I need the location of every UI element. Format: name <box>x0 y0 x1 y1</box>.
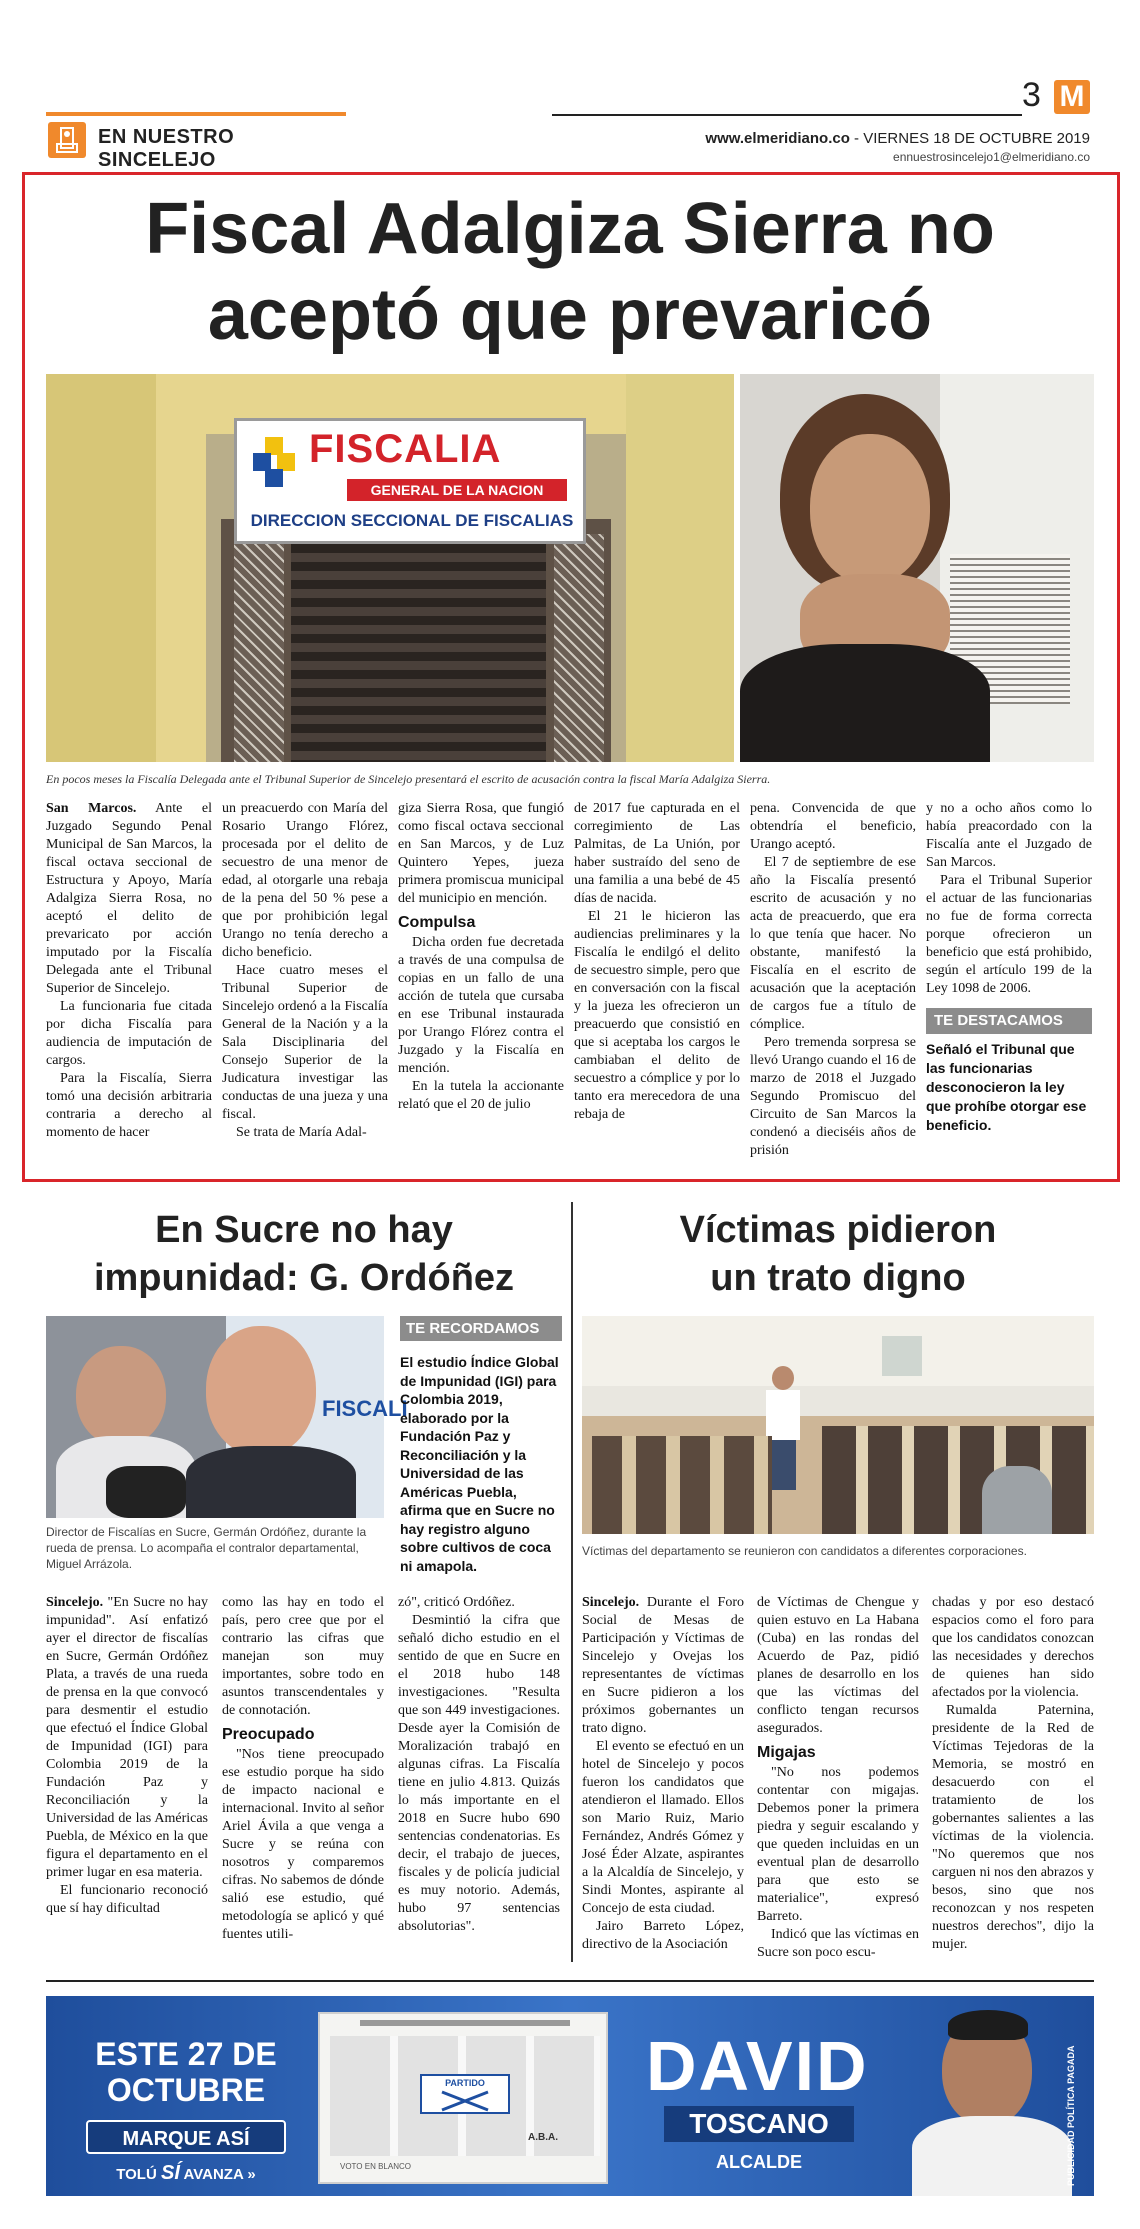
ad-ballot <box>318 2012 608 2184</box>
right-col-2: de Víctimas de Chengue y quien estuvo en La Habana (Cuba) en las rondas del Acuerdo de Paz, pidió planes de desarrollo en los que las víctimas del conflicto tengan recursos asegurados. Migajas "No nos podemos contentar con migajas. Debemos poner la primera piedra y seguir escalando y que queden incluidas en un eventual plan de desarrollo para que esto se materialice", expresó Barreto. Indicó que las víctimas en Sucre son poco escu- <box>757 1595 919 1960</box>
right-col-3: chadas y por eso destacó espacios como el foro para que los candidatos conozcan las necesidades y derechos de quienes han sido afectados por la violencia. Rumalda Paternina, presidente de la Red de Víctimas Tejedoras de la Memoria, se mostró en desacuerdo con el tratamiento de los gobernantes salientes a las víctimas de la violencia. "No queremos que nos carguen ni nos den abrazos y besos, sino que nos reconozcan y nos respeten nuestros derechos", dijo la mujer. <box>932 1595 1094 1952</box>
photo-fiscal-portrait <box>740 374 1094 762</box>
fiscalia-sign <box>234 418 586 544</box>
ad-candidate-role: ALCALDE <box>716 2152 802 2172</box>
main-col-3: giza Sierra Rosa, que fungió como fiscal octava seccional en San Marcos, y de Luz Quintero Yepes, jueza primera promiscua municipal del municipio en mención. Compulsa Dicha orden fue decretada a través de una compulsa de copias en un fallo de una acción de tutela que cursaba en ese Tribunal instaurada por Urango Flórez contra el Juzgado y la Fiscalía en mención. En la tutela la accionante relató que el 20 de julio <box>398 801 564 1112</box>
ad-line-2: OCTUBRE <box>106 2072 266 2108</box>
issue-date: VIERNES 18 DE OCTUBRE 2019 <box>863 130 1090 147</box>
left-photo-caption: Director de Fiscalías en Sucre, Germán Ordóñez, durante la rueda de prensa. Lo acompaña el contralor departamental, Miguel Arrázola. <box>46 1525 367 1571</box>
main-col-2: un preacuerdo con María del Rosario Urango Flórez, procesada por el delito de secuestro de una menor de edad, al otorgarle una rebaja de la pena del 50 % pese a que por prohibición legal Urango no tenía derecho a dicho beneficio. Hace cuatro meses el Tribunal Superior de Sincelejo ordenó a la Fiscalía General de la Nación y a la Sala Disciplinaria del Consejo Superior de la Judicatura investigar las conductas de una jueza y una fiscal. Se trata de María Adal- <box>222 801 388 1140</box>
website[interactable]: www.elmeridiano.co <box>705 130 850 147</box>
logo <box>1054 80 1090 114</box>
logo-letter: M <box>1059 80 1085 113</box>
ballot-x-mark-icon <box>440 2090 490 2112</box>
recordamos-text: El estudio Índice Global de Impunidad (IGI) para Colombia 2019, elaborado por la Fundación Paz y Reconciliación y la Universidad de las Américas Puebla, afirma que en Sucre no hay registro alguno sobre cultivos de coca ni amapola. <box>400 1354 559 1574</box>
main-col-4: de 2017 fue capturada en el corregimiento de Las Palmitas, de La Unión, por haber sustraído del seno de una familia a una bebé de 45 días de nacida. El 21 le hicieron las audiencias preliminares y la Fiscalía le endilgó el delito de secuestro simple, pero que en conversación con la fiscal y la jueza les ofrecieron un preacuerdo que consistió en que si aceptaba los cargos le cambiaban el delito de secuestro a cómplice y por lo tanto era merecedora de una rebaja de <box>574 801 740 1122</box>
subhead-preocupado: Preocupado <box>222 1726 315 1743</box>
ballot-footer: VOTO EN BLANCO <box>340 2162 411 2171</box>
fiscalia-logo-icon <box>249 433 301 493</box>
double-chevron-icon: » <box>247 2166 256 2183</box>
photo-fiscalia-text: FISCALI <box>322 1396 408 1421</box>
right-photo-caption: Víctimas del departamento se reunieron con candidatos a diferentes corporaciones. <box>582 1544 1027 1558</box>
photo-victims-forum <box>582 1316 1094 1534</box>
dateline: San Marcos. <box>46 801 137 816</box>
main-col-1: San Marcos. Ante el Juzgado Segundo Penal Municipal de San Marcos, la fiscal octava seccional de Estructura y Apoyo, María Adalgiza Sierra Rosa, no aceptó el delito de prevaricato por acción imputado por la Fiscalía Delegada ante el Tribunal Superior de Sincelejo. La funcionaria fue citada por dicha Fiscalía para audiencia de imputación de cargos. Para la Fiscalía, Sierra tomó una decisión arbitraria contraria a derecho al momento de hacer <box>46 801 212 1140</box>
main-headline: Fiscal Adalgiza Sierra no aceptó que prevaricó <box>145 189 995 355</box>
sign-line-1: FISCALIA <box>309 427 502 471</box>
header-email[interactable]: ennuestrosincelejo1@elmeridiano.co <box>893 150 1090 164</box>
subhead-migajas: Migajas <box>757 1744 816 1761</box>
highlight-text: Señaló el Tribunal que las funcionarias desconocieron la ley que prohíbe otorgar ese beneficio. <box>926 1041 1087 1133</box>
ballot-party-name: A.B.A. <box>528 2132 558 2143</box>
recordamos-box <box>400 1316 562 1575</box>
ballot-party-title: PARTIDO <box>445 2078 485 2088</box>
highlight-label: TE DESTACAMOS <box>926 1008 1092 1034</box>
main-col-5: pena. Convencida de que obtendría el beneficio, Urango aceptó. El 7 de septiembre de ese año la Fiscalía presentó escrito de acusación y no acta de preacuerdo, que era lo que tenía que hacer. No obstante, manifestó la Fiscalía en el escrito de acusación que la aceptación de cargos fue a título de cómplice. Pero tremenda sorpresa se llevó Urango cuando el 16 de marzo de 2018 el Juzgado Segundo Promiscuo del Circuito de San Marcos la condenó a dieciséis años de prisión <box>750 801 916 1158</box>
right-dateline: Sincelejo. <box>582 1595 640 1610</box>
ad-candidate-photo <box>902 1996 1072 2196</box>
main-photo-caption: En pocos meses la Fiscalía Delegada ante el Tribunal Superior de Sincelejo presentará el escrito de acusación contra la fiscal María Adalgiza Sierra. <box>46 772 771 786</box>
political-ad[interactable] <box>46 1996 1094 2196</box>
left-dateline: Sincelejo. <box>46 1595 104 1610</box>
ad-candidate-surname: TOSCANO <box>664 2106 854 2142</box>
section-rule <box>46 112 346 116</box>
column-divider <box>571 1202 573 1962</box>
photo-fiscalia-door <box>46 374 734 762</box>
subhead-compulsa: Compulsa <box>398 914 476 931</box>
sign-line-3: DIRECCION SECCIONAL DE FISCALIAS <box>250 511 574 530</box>
left-col-2: como las hay en todo el país, pero cree que por el contrario las cifras que manejan son muy importantes, sobre todo en asuntos transcendentales y de connotación. Preocupado "Nos tiene preocupado ese estudio porque ha sido de impacto nacional e internacional. Invito al señor Ariel Ávila a que venga a Sucre y se reúna con nosotros y comparemos cifras. No sabemos de dónde salió ese estudio, qué metodología se aplicó y qué fuentes utili- <box>222 1595 384 1942</box>
sign-line-2: GENERAL DE LA NACION <box>347 479 567 501</box>
header-dateline: www.elmeridiano.co - VIERNES 18 DE OCTUBRE 2019 <box>705 130 1090 147</box>
right-headline: Víctimas pidieron un trato digno <box>679 1209 997 1299</box>
main-col-6: y no a ocho años como lo había preacordado con la Fiscalía ante el Juzgado de San Marcos. Para el Tribunal Superior el actuar de las funcionarias no fue de forma correcta porque ofrecieron un beneficio que está prohibido, según el artículo 199 de la Ley 1098 de 2006. TE DESTACAMOS Señaló el Tribunal que las funcionarias desconocieron la ley que prohíbe otorgar ese beneficio. <box>926 801 1092 1133</box>
ad-disclaimer: PUBLICIDAD POLÍTICA PAGADA <box>1066 2045 1076 2186</box>
ad-line-1: ESTE 27 DE <box>95 2036 277 2072</box>
left-col-1: Sincelejo. "En Sucre no hay impunidad". Así enfatizó ayer el director de fiscalías en Sucre, Germán Ordóñez Plata, a través de una rueda de prensa en la que convocó para desmentir el estudio que efectuó el Índice Global de Impunidad (IGI) para Colombia 2019 de la Fundación Paz y Reconciliación y la Universidad de las Américas Puebla, de México en la que figura el departamento en el primer lugar en esa materia. El funcionario reconoció que sí hay dificultad <box>46 1595 208 1916</box>
ad-slogan: TOLÚ SÍ AVANZA » <box>116 2162 256 2184</box>
right-col-1: Sincelejo. Durante el Foro Social de Mesas de Participación y Víctimas de Sincelejo y Ovejas los representantes de víctimas en Sucre pidieron a los próximos gobernantes un trato digno. El evento se efectuó en un hotel de Sincelejo y pocos fueron los candidatos que atendieron el llamado. Ellos son Mario Ruiz, Mario Fernández, Andrés Gómez y José Éder Alzate, aspirantes a la Alcaldía de Sincelejo, y Sindi Montes, aspirante al Concejo de esta ciudad. Jairo Barreto López, directivo de la Asociación <box>582 1595 744 1952</box>
recordamos-label: TE RECORDAMOS <box>400 1316 562 1341</box>
header-rule <box>552 114 1022 116</box>
section-title: EN NUESTRO SINCELEJO <box>98 126 235 171</box>
ad-marque-button[interactable]: MARQUE ASÍ <box>86 2120 286 2154</box>
ad-rule <box>46 1980 1094 1982</box>
section-icon <box>48 122 86 158</box>
page-number: 3 <box>1022 76 1041 114</box>
left-headline: En Sucre no hay impunidad: G. Ordóñez <box>93 1209 515 1299</box>
ad-candidate-name: DAVID <box>646 2027 869 2105</box>
section-header <box>46 112 346 171</box>
photo-press-conference <box>46 1316 408 1518</box>
left-col-3: zó", criticó Ordóñez. Desmintió la cifra que señaló dicho estudio en el sentido de que en Sucre en el 2018 hubo 148 investigaciones. "Resulta que son 449 investigaciones. Desde ayer la Comisión de Moralización trabajó en algunas cifras. La Fiscalía tiene en julio 4.813. Quizás lo más importante en el 2018 en Sucre hubo 690 sentencias condenatorias. Es decir, el trabajo de jueces, fiscales y de policía judicial es muy notorio. Además, hubo 97 sentencias absolutorias". <box>398 1595 560 1934</box>
